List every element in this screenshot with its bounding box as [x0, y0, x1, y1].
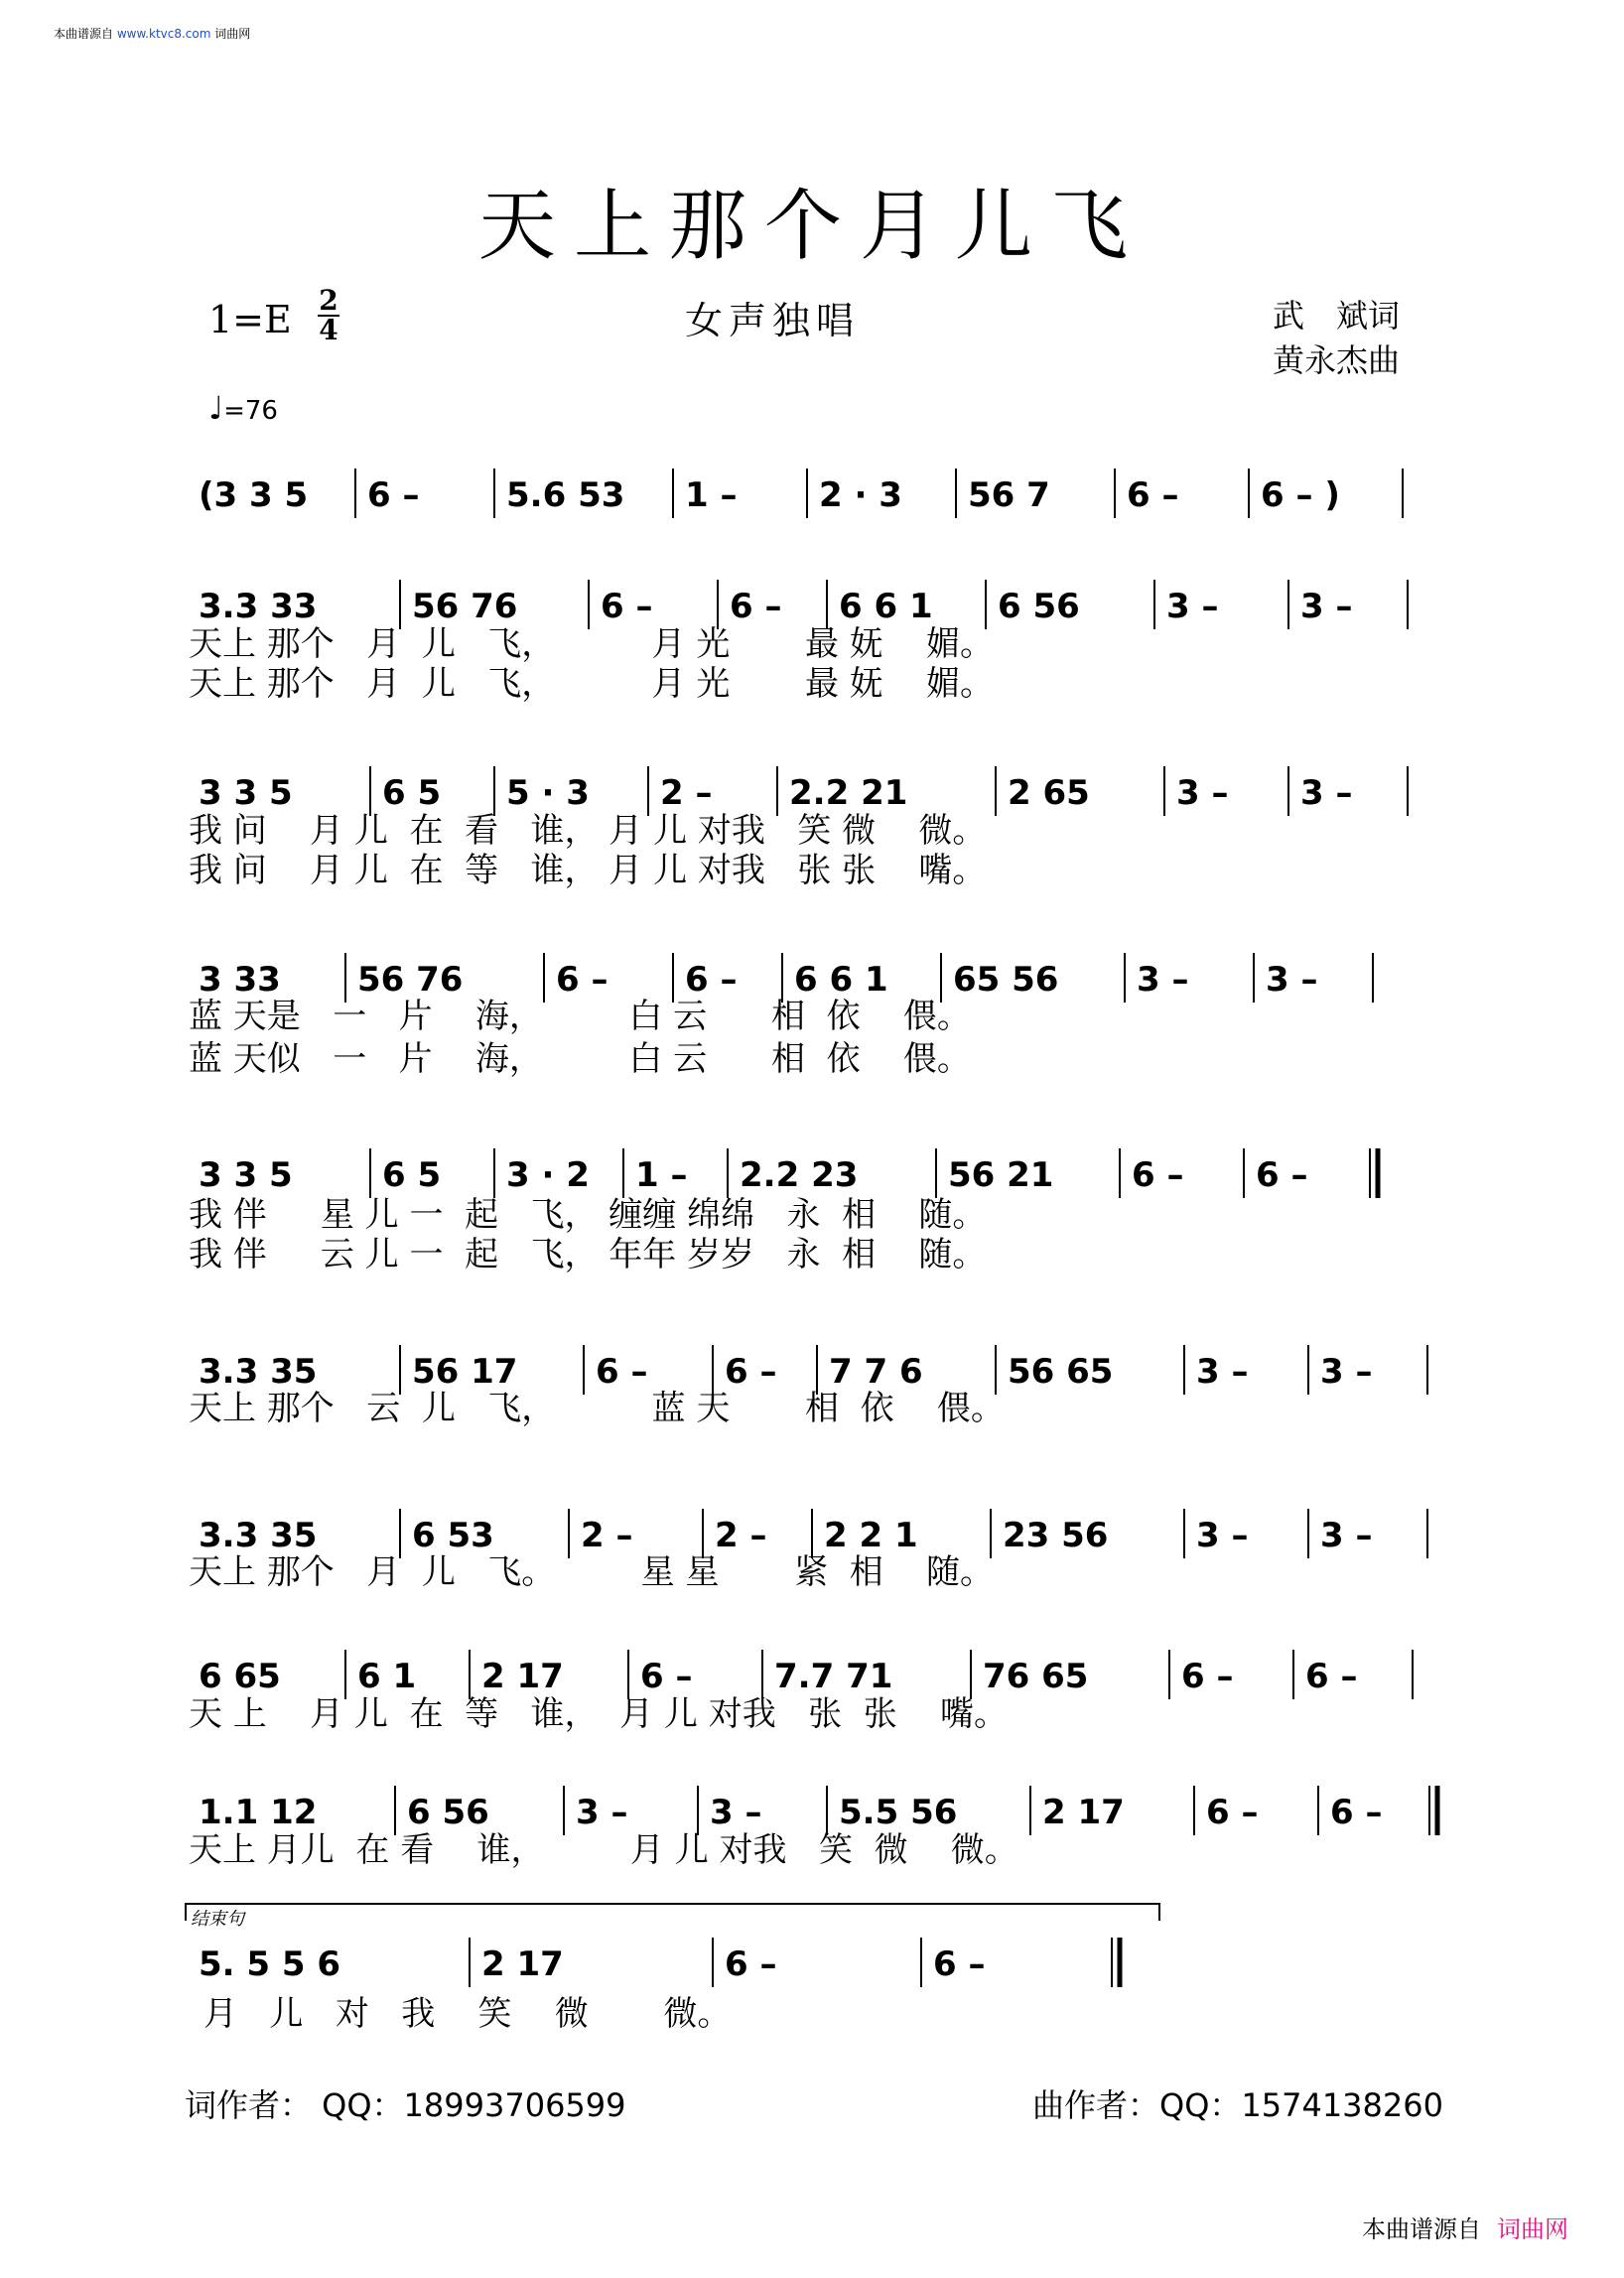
measure-notes: 6 1: [357, 1657, 417, 1696]
measure-notes: 3 –: [1176, 773, 1229, 813]
measure-notes: 6 6 1: [794, 960, 888, 1000]
measure-notes: 3 –: [1320, 1516, 1373, 1555]
measure-notes: 5 · 3: [506, 773, 590, 813]
measure-notes: 2 17: [1042, 1793, 1125, 1832]
measure-notes: (3 3 5: [199, 475, 309, 515]
bottom-source-site[interactable]: 词曲网: [1497, 2215, 1568, 2243]
tempo-value: =76: [223, 396, 278, 426]
measure-notes: 6 –: [601, 587, 653, 626]
measure-notes: 2 –: [581, 1516, 633, 1555]
composer-credit: 黄永杰曲: [1273, 341, 1401, 379]
measure-notes: 3.3 35: [199, 1516, 318, 1555]
measure-notes: 3 –: [1300, 587, 1353, 626]
measure-notes: 2 –: [715, 1516, 767, 1555]
top-source-suffix: 词曲网: [214, 27, 251, 41]
measure-notes: 2 65: [1008, 773, 1090, 813]
measure-notes: 6 –: [1305, 1657, 1358, 1696]
lyric-line: 我 伴 云 儿 一 起 飞， 年年 岁岁 永 相 随。: [189, 1235, 987, 1274]
measure-notes: 3 –: [1320, 1352, 1373, 1392]
time-signature-top: 2: [319, 284, 338, 317]
measure-notes: 6 –: [730, 587, 782, 626]
lyric-line: 天 上 月 儿 在 等 谁， 月 儿 对我 张 张 嘴。: [189, 1694, 1008, 1734]
composer-contact: 曲作者：QQ：1574138260: [1032, 2086, 1443, 2124]
measure-notes: 56 76: [357, 960, 464, 1000]
song-title: 天上那个月儿飞: [477, 182, 1146, 271]
measure-notes: 2 · 3: [819, 475, 902, 515]
lyric-line: 我 问 月 儿 在 等 谁， 月 儿 对我 张 张 嘴。: [189, 851, 987, 890]
measure-notes: 23 56: [1003, 1516, 1109, 1555]
measure-notes: 76 65: [983, 1657, 1089, 1696]
measure-notes: 2 17: [481, 1944, 564, 1984]
lyric-line: 天上 那个 月 儿 飞。 星 星 紧 相 随。: [189, 1552, 995, 1592]
measure-notes: 3 3 5: [199, 1155, 293, 1195]
measure-notes: 3 –: [1300, 773, 1353, 813]
measure-notes: 6 56: [407, 1793, 489, 1832]
measure-notes: 6 53: [412, 1516, 494, 1555]
measure-notes: 3 –: [1137, 960, 1189, 1000]
bottom-source-note: [1362, 2210, 1568, 2244]
measure-notes: 3.3 33: [199, 587, 318, 626]
measure-notes: 6 –: [640, 1657, 693, 1696]
measure-notes: 7 7 6: [829, 1352, 923, 1392]
measure-notes: 2.2 21: [789, 773, 908, 813]
measure-notes: 3 –: [1266, 960, 1318, 1000]
measure-notes: 1.1 12: [199, 1793, 318, 1832]
top-source-prefix: 本曲谱源自: [54, 27, 114, 41]
measure-notes: 6 5: [382, 773, 442, 813]
measure-notes: 3 –: [1196, 1352, 1249, 1392]
measure-notes: 56 17: [412, 1352, 518, 1392]
measure-notes: 3 –: [1166, 587, 1219, 626]
measure-notes: 7.7 71: [774, 1657, 893, 1696]
ending-label: 结束句: [191, 1909, 244, 1930]
measure-notes: 3 3 5: [199, 773, 293, 813]
lyricist-contact: 词作者： QQ：18993706599: [185, 2086, 626, 2124]
bottom-source-text: 本曲谱源自: [1362, 2215, 1481, 2243]
measure-notes: 5.6 53: [506, 475, 625, 515]
measure-notes: 2.2 23: [740, 1155, 859, 1195]
lyric-line: 月 儿 对 我 笑 微 微。: [203, 1994, 732, 2034]
measure-notes: 56 21: [948, 1155, 1054, 1195]
ending-bracket: [186, 1904, 1159, 1921]
measure-notes: 3 · 2: [506, 1155, 590, 1195]
measure-notes: 6 –: [725, 1944, 777, 1984]
measure-notes: 6 5: [382, 1155, 442, 1195]
time-signature-bottom: 4: [319, 314, 338, 346]
measure-notes: 1 –: [685, 475, 738, 515]
lyric-line: 我 问 月 儿 在 看 谁， 月 儿 对我 笑 微 微。: [189, 811, 987, 851]
top-source-url[interactable]: www.ktvc8.com: [116, 27, 211, 41]
measure-notes: 6 –: [725, 1352, 777, 1392]
measure-notes: 2 2 1: [824, 1516, 918, 1555]
measure-notes: 6 –: [596, 1352, 648, 1392]
lyricist-credit: 武 斌词: [1273, 297, 1401, 335]
measure-notes: 56 76: [412, 587, 518, 626]
measure-notes: 3 –: [710, 1793, 762, 1832]
measure-notes: 2 –: [660, 773, 713, 813]
lyric-line: 天上 那个 月 儿 飞， 月 光 最 妩 媚。: [189, 664, 995, 704]
measure-notes: 5.5 56: [839, 1793, 958, 1832]
measure-notes: 6 –: [1181, 1657, 1234, 1696]
subtitle: 女声独唱: [685, 299, 861, 342]
measure-notes: 6 –: [1127, 475, 1179, 515]
measure-notes: 6 –: [367, 475, 420, 515]
measure-notes: 6 –: [556, 960, 609, 1000]
lyric-line: 天上 月儿 在 看 谁， 月 儿 对我 笑 微 微。: [189, 1830, 1018, 1870]
key-signature: 1=E: [208, 298, 292, 341]
measure-notes: 3 –: [1196, 1516, 1249, 1555]
lyric-line: 蓝 天似 一 片 海， 白 云 相 依 偎。: [189, 1039, 971, 1079]
measure-notes: 3 33: [199, 960, 281, 1000]
measure-notes: 2 17: [481, 1657, 564, 1696]
measure-notes: 65 56: [953, 960, 1059, 1000]
quarter-note-icon: ♩: [208, 389, 224, 427]
measure-notes: 6 65: [199, 1657, 281, 1696]
measure-notes: 6 – ): [1261, 475, 1340, 515]
measure-notes: 6 –: [1132, 1155, 1184, 1195]
measure-notes: 1 –: [635, 1155, 688, 1195]
measure-notes: 6 –: [685, 960, 738, 1000]
measure-notes: 6 –: [1206, 1793, 1259, 1832]
measure-notes: 6 56: [998, 587, 1080, 626]
measure-notes: 6 –: [1256, 1155, 1308, 1195]
lyric-line: 我 伴 星 儿 一 起 飞， 缠缠 绵绵 永 相 随。: [189, 1195, 987, 1235]
lyric-line: 天上 那个 月 儿 飞， 月 光 最 妩 媚。: [189, 624, 995, 664]
measure-notes: 6 6 1: [839, 587, 933, 626]
measure-notes: 3 –: [576, 1793, 628, 1832]
measure-notes: 56 7: [968, 475, 1050, 515]
lyric-line: 蓝 天是 一 片 海， 白 云 相 依 偎。: [189, 997, 971, 1036]
measure-notes: 56 65: [1008, 1352, 1114, 1392]
measure-notes: 6 –: [1330, 1793, 1383, 1832]
measure-notes: 3.3 35: [199, 1352, 318, 1392]
measure-notes: 5. 5 5 6: [199, 1944, 341, 1984]
measure-notes: 6 –: [933, 1944, 986, 1984]
lyric-line: 天上 那个 云 儿 飞， 蓝 天 相 依 偎。: [189, 1389, 1005, 1428]
